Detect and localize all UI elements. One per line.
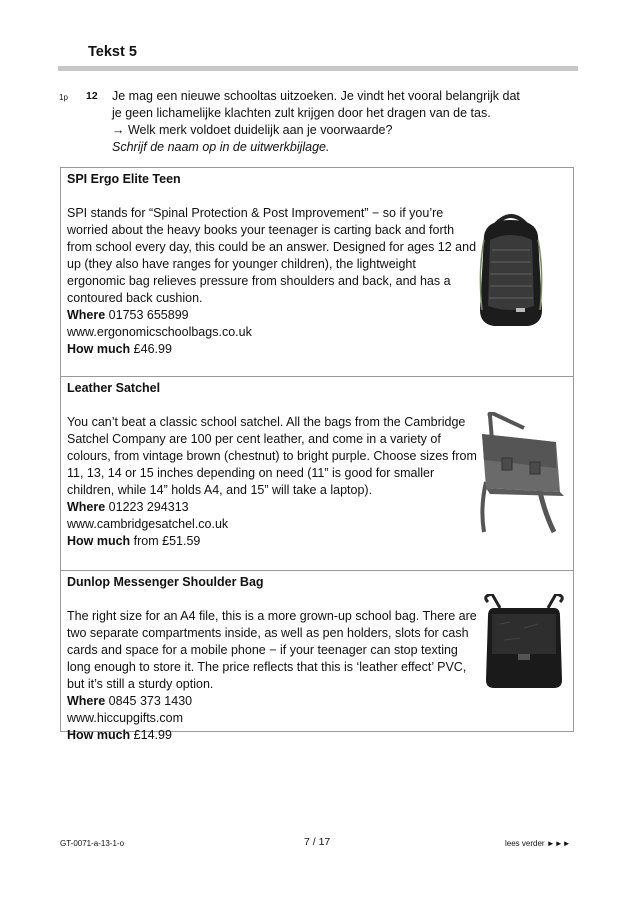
bag-where: Where 01223 294313 — [67, 500, 189, 514]
question-instruction: Schrijf de naam op in de uitwerkbijlage. — [112, 140, 330, 154]
satchel-image — [476, 412, 572, 536]
next-page-indicator: lees verder ►►► — [505, 839, 571, 848]
title-divider — [58, 66, 578, 71]
bag-url: www.cambridgesatchel.co.uk — [67, 517, 229, 531]
footer-code: GT-0071-a-13-1-o — [60, 839, 125, 848]
bag-url: www.hiccupgifts.com — [67, 711, 184, 725]
bag-description: The right size for an A4 file, this is a more grown-up school bag. There are two separate compartments inside, as well as pen holders, slots for cash cards and space for a mobile phone − if your teenager can stop texting long enough to store it. The price reflects that this is ‘leather effect’ PVC, but it’s still a sturdy option. — [67, 609, 477, 691]
bag-description: You can’t beat a classic school satchel. All the bags from the Cambridge Satchel Company are 100 per cent leather, and come in a variety of colours, from vintage brown (chestnut) to bright purple. Choose sizes from 11, 13, 14 or 15 inches depending on need (11” is good for smaller children, while 14” holds A4, and 15” will take a laptop). — [67, 415, 477, 497]
question-number: 12 — [86, 90, 98, 102]
bag-url: www.ergonomicschoolbags.co.uk — [67, 325, 252, 339]
bag-title: SPI Ergo Elite Teen — [67, 172, 181, 186]
bag-description: SPI stands for “Spinal Protection & Post Improvement” − so if you’re worried about the heavy books your teenager is carting back and forth from school every day, this could be an answer. Designed for ages 12 and up (they also have ranges for younger children), the lightweight ergonomic bag relieves pressure from shoulders and back, and has a contoured back cushion. — [67, 206, 477, 305]
bag-title: Leather Satchel — [67, 381, 161, 395]
question-line: → Welk merk voldoet duidelijk aan je voorwaarde? — [112, 123, 393, 137]
page-number: 7 / 17 — [304, 836, 331, 848]
bag-price: How much £14.99 — [67, 728, 172, 742]
question-line: je geen lichamelijke klachten zult krijgen door het dragen van de tas. — [112, 106, 491, 120]
bag-where: Where 0845 373 1430 — [67, 694, 193, 708]
bag-price: How much £46.99 — [67, 342, 172, 356]
question-points: 1p — [59, 93, 68, 102]
page-title: Tekst 5 — [88, 44, 137, 60]
bag-where: Where 01753 655899 — [67, 308, 189, 322]
bag-price: How much from £51.59 — [67, 534, 201, 548]
question-text — [112, 88, 574, 156]
backpack-image — [474, 210, 548, 332]
messenger-bag-image — [480, 594, 568, 692]
question-line: Je mag een nieuwe schooltas uitzoeken. Je vindt het vooral belangrijk dat — [112, 89, 520, 103]
bag-title: Dunlop Messenger Shoulder Bag — [67, 575, 264, 589]
